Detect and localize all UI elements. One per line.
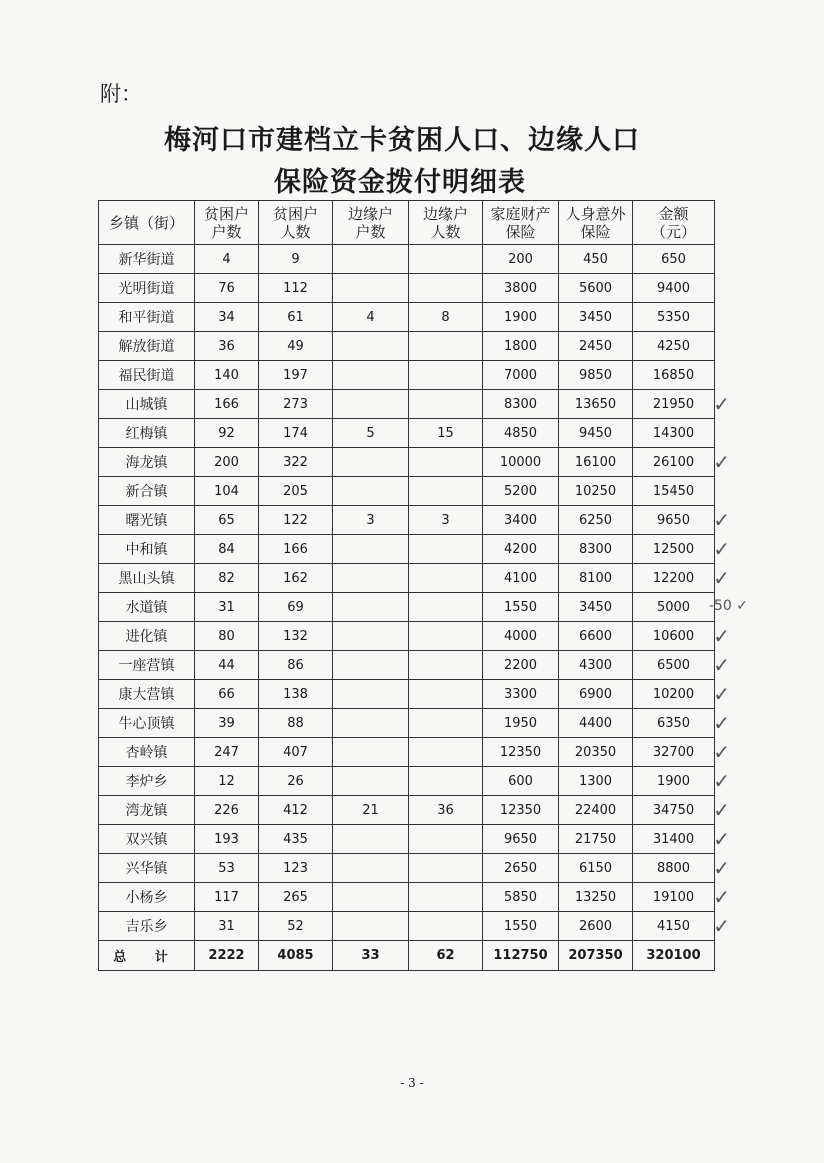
cell-amount bbox=[633, 622, 730, 651]
cell-property-insurance: 3300 bbox=[483, 680, 559, 709]
table-row bbox=[99, 680, 715, 709]
cell-poor-households: 80 bbox=[195, 622, 259, 651]
table-row bbox=[99, 738, 715, 767]
cell-marginal-households bbox=[333, 564, 409, 593]
table-row bbox=[99, 419, 715, 448]
cell-accident-insurance: 6250 bbox=[559, 506, 633, 535]
cell-poor-people: 52 bbox=[259, 912, 333, 941]
cell-accident-insurance: 3450 bbox=[559, 303, 633, 332]
cell-accident-insurance: 16100 bbox=[559, 448, 633, 477]
header-amount: 金额 （元） bbox=[633, 201, 715, 245]
handwritten-check-mark: ✓ bbox=[713, 798, 730, 822]
cell-marginal-households bbox=[333, 390, 409, 419]
cell-poor-households: 117 bbox=[195, 883, 259, 912]
amount-value: 34750 bbox=[652, 802, 695, 818]
cell-amount bbox=[633, 767, 730, 796]
handwritten-check-mark: ✓ bbox=[713, 653, 730, 677]
cell-accident-insurance: 4300 bbox=[559, 651, 633, 680]
cell-marginal-people bbox=[409, 448, 483, 477]
total-marginal-households: 33 bbox=[333, 941, 409, 971]
cell-marginal-people bbox=[409, 651, 483, 680]
table-row bbox=[99, 651, 715, 680]
table-row bbox=[99, 709, 715, 738]
cell-town: 吉乐乡 bbox=[99, 912, 195, 941]
cell-marginal-households bbox=[333, 767, 409, 796]
cell-property-insurance: 12350 bbox=[483, 738, 559, 767]
cell-amount bbox=[633, 245, 715, 274]
amount-value: 32700 bbox=[652, 744, 695, 760]
cell-poor-households: 84 bbox=[195, 535, 259, 564]
cell-marginal-households bbox=[333, 535, 409, 564]
cell-poor-households: 12 bbox=[195, 767, 259, 796]
cell-marginal-people: 8 bbox=[409, 303, 483, 332]
cell-marginal-people bbox=[409, 883, 483, 912]
cell-marginal-people: 36 bbox=[409, 796, 483, 825]
total-property-insurance: 112750 bbox=[483, 941, 559, 971]
cell-marginal-people bbox=[409, 709, 483, 738]
header-marginal-people: 边缘户 人数 bbox=[409, 201, 483, 245]
handwritten-check-mark: ✓ bbox=[713, 827, 730, 851]
cell-poor-households: 76 bbox=[195, 274, 259, 303]
cell-property-insurance: 1550 bbox=[483, 912, 559, 941]
cell-marginal-households: 5 bbox=[333, 419, 409, 448]
cell-town: 双兴镇 bbox=[99, 825, 195, 854]
cell-poor-people: 26 bbox=[259, 767, 333, 796]
cell-accident-insurance: 13650 bbox=[559, 390, 633, 419]
cell-marginal-people: 3 bbox=[409, 506, 483, 535]
handwritten-check-mark: ✓ bbox=[713, 537, 730, 561]
cell-marginal-households bbox=[333, 680, 409, 709]
amount-value: 4250 bbox=[656, 338, 691, 354]
cell-poor-people: 265 bbox=[259, 883, 333, 912]
cell-property-insurance: 1950 bbox=[483, 709, 559, 738]
handwritten-check-mark: ✓ bbox=[713, 914, 730, 938]
cell-amount bbox=[633, 448, 730, 477]
handwritten-check-mark: ✓ bbox=[713, 566, 730, 590]
table-header-row bbox=[99, 201, 715, 245]
header-marginal-households: 边缘户 户数 bbox=[333, 201, 409, 245]
cell-poor-people: 174 bbox=[259, 419, 333, 448]
table-row bbox=[99, 332, 715, 361]
table-row bbox=[99, 825, 715, 854]
attachment-label: 附： bbox=[100, 82, 142, 106]
cell-poor-households: 247 bbox=[195, 738, 259, 767]
table-row bbox=[99, 622, 715, 651]
cell-property-insurance: 4100 bbox=[483, 564, 559, 593]
amount-value: 12200 bbox=[652, 570, 695, 586]
cell-marginal-people bbox=[409, 477, 483, 506]
cell-poor-people: 132 bbox=[259, 622, 333, 651]
amount-value: 1900 bbox=[656, 773, 691, 789]
cell-town: 新合镇 bbox=[99, 477, 195, 506]
cell-marginal-people bbox=[409, 680, 483, 709]
cell-town: 红梅镇 bbox=[99, 419, 195, 448]
handwritten-check-mark: -50 ✓ bbox=[708, 598, 748, 614]
cell-amount bbox=[633, 361, 715, 390]
total-accident-insurance: 207350 bbox=[559, 941, 633, 971]
cell-poor-people: 9 bbox=[259, 245, 333, 274]
cell-amount bbox=[633, 506, 730, 535]
cell-marginal-households: 21 bbox=[333, 796, 409, 825]
cell-town: 一座营镇 bbox=[99, 651, 195, 680]
cell-amount bbox=[633, 564, 730, 593]
header-poor-people: 贫困户 人数 bbox=[259, 201, 333, 245]
document-title-line1: 梅河口市建档立卡贫困人口、边缘人口 bbox=[164, 125, 640, 156]
header-accident-insurance: 人身意外 保险 bbox=[559, 201, 633, 245]
cell-poor-households: 4 bbox=[195, 245, 259, 274]
table-row bbox=[99, 535, 715, 564]
cell-property-insurance: 2200 bbox=[483, 651, 559, 680]
cell-poor-people: 166 bbox=[259, 535, 333, 564]
amount-value: 15450 bbox=[652, 483, 695, 499]
cell-poor-households: 66 bbox=[195, 680, 259, 709]
total-amount: 320100 bbox=[633, 941, 715, 971]
cell-accident-insurance: 6900 bbox=[559, 680, 633, 709]
amount-value: 19100 bbox=[652, 889, 695, 905]
cell-town: 山城镇 bbox=[99, 390, 195, 419]
cell-marginal-people bbox=[409, 622, 483, 651]
cell-poor-households: 39 bbox=[195, 709, 259, 738]
table-row bbox=[99, 767, 715, 796]
handwritten-check-mark: ✓ bbox=[713, 682, 730, 706]
cell-marginal-households bbox=[333, 883, 409, 912]
cell-poor-people: 435 bbox=[259, 825, 333, 854]
cell-property-insurance: 9650 bbox=[483, 825, 559, 854]
table-row bbox=[99, 796, 715, 825]
amount-value: 5350 bbox=[656, 309, 691, 325]
header-poor-households: 贫困户 户数 bbox=[195, 201, 259, 245]
amount-value: 31400 bbox=[652, 831, 695, 847]
cell-accident-insurance: 1300 bbox=[559, 767, 633, 796]
amount-value: 21950 bbox=[652, 396, 695, 412]
table-row bbox=[99, 883, 715, 912]
handwritten-check-mark: ✓ bbox=[713, 769, 730, 793]
cell-marginal-people bbox=[409, 825, 483, 854]
table-row bbox=[99, 506, 715, 535]
cell-amount bbox=[633, 854, 730, 883]
amount-value: 9650 bbox=[656, 512, 691, 528]
allocation-table bbox=[98, 200, 748, 971]
cell-poor-households: 36 bbox=[195, 332, 259, 361]
cell-accident-insurance: 2450 bbox=[559, 332, 633, 361]
table-row bbox=[99, 274, 715, 303]
cell-town: 解放街道 bbox=[99, 332, 195, 361]
handwritten-check-mark: ✓ bbox=[713, 624, 730, 648]
cell-property-insurance: 5200 bbox=[483, 477, 559, 506]
cell-marginal-people bbox=[409, 361, 483, 390]
cell-amount bbox=[633, 825, 730, 854]
cell-accident-insurance: 9450 bbox=[559, 419, 633, 448]
cell-poor-people: 86 bbox=[259, 651, 333, 680]
page-number: - 3 - bbox=[400, 1076, 424, 1090]
cell-town: 兴华镇 bbox=[99, 854, 195, 883]
table-row bbox=[99, 912, 715, 941]
amount-value: 14300 bbox=[652, 425, 695, 441]
cell-accident-insurance: 3450 bbox=[559, 593, 633, 622]
cell-amount bbox=[633, 332, 715, 361]
cell-town: 水道镇 bbox=[99, 593, 195, 622]
cell-accident-insurance: 10250 bbox=[559, 477, 633, 506]
table-row bbox=[99, 564, 715, 593]
cell-poor-people: 162 bbox=[259, 564, 333, 593]
cell-marginal-households bbox=[333, 738, 409, 767]
amount-value: 8800 bbox=[656, 860, 691, 876]
handwritten-check-mark: ✓ bbox=[713, 856, 730, 880]
cell-poor-people: 122 bbox=[259, 506, 333, 535]
cell-town: 曙光镇 bbox=[99, 506, 195, 535]
table-row bbox=[99, 303, 715, 332]
cell-town: 杏岭镇 bbox=[99, 738, 195, 767]
cell-accident-insurance: 450 bbox=[559, 245, 633, 274]
cell-poor-households: 166 bbox=[195, 390, 259, 419]
cell-poor-households: 200 bbox=[195, 448, 259, 477]
cell-poor-households: 226 bbox=[195, 796, 259, 825]
cell-property-insurance: 10000 bbox=[483, 448, 559, 477]
handwritten-check-mark: ✓ bbox=[713, 711, 730, 735]
header-town: 乡镇（街） bbox=[99, 201, 195, 245]
cell-town: 光明街道 bbox=[99, 274, 195, 303]
cell-amount bbox=[633, 390, 730, 419]
cell-marginal-households bbox=[333, 912, 409, 941]
cell-amount bbox=[633, 912, 730, 941]
cell-property-insurance: 1800 bbox=[483, 332, 559, 361]
cell-town: 牛心顶镇 bbox=[99, 709, 195, 738]
amount-value: 16850 bbox=[652, 367, 695, 383]
cell-marginal-people bbox=[409, 912, 483, 941]
handwritten-check-mark: ✓ bbox=[713, 508, 730, 532]
cell-accident-insurance: 9850 bbox=[559, 361, 633, 390]
cell-property-insurance: 4000 bbox=[483, 622, 559, 651]
cell-marginal-households bbox=[333, 245, 409, 274]
cell-amount bbox=[633, 883, 730, 912]
cell-marginal-households bbox=[333, 709, 409, 738]
document-title-line2: 保险资金拨付明细表 bbox=[274, 167, 526, 198]
amount-value: 5000 bbox=[656, 599, 691, 615]
cell-property-insurance: 4850 bbox=[483, 419, 559, 448]
cell-poor-households: 53 bbox=[195, 854, 259, 883]
amount-value: 9400 bbox=[656, 280, 691, 296]
cell-property-insurance: 8300 bbox=[483, 390, 559, 419]
cell-marginal-households bbox=[333, 825, 409, 854]
cell-marginal-people bbox=[409, 274, 483, 303]
cell-marginal-households bbox=[333, 854, 409, 883]
cell-town: 新华街道 bbox=[99, 245, 195, 274]
cell-property-insurance: 3800 bbox=[483, 274, 559, 303]
cell-accident-insurance: 6600 bbox=[559, 622, 633, 651]
amount-value: 6500 bbox=[656, 657, 691, 673]
cell-town: 李炉乡 bbox=[99, 767, 195, 796]
cell-property-insurance: 5850 bbox=[483, 883, 559, 912]
cell-poor-households: 193 bbox=[195, 825, 259, 854]
cell-amount bbox=[633, 680, 730, 709]
table-total-row bbox=[99, 941, 715, 971]
cell-poor-people: 69 bbox=[259, 593, 333, 622]
cell-marginal-households bbox=[333, 274, 409, 303]
cell-poor-people: 88 bbox=[259, 709, 333, 738]
cell-poor-people: 412 bbox=[259, 796, 333, 825]
table-row bbox=[99, 448, 715, 477]
cell-town: 和平街道 bbox=[99, 303, 195, 332]
cell-accident-insurance: 22400 bbox=[559, 796, 633, 825]
cell-marginal-people bbox=[409, 593, 483, 622]
cell-accident-insurance: 20350 bbox=[559, 738, 633, 767]
total-poor-people: 4085 bbox=[259, 941, 333, 971]
cell-amount bbox=[633, 419, 715, 448]
cell-accident-insurance: 4400 bbox=[559, 709, 633, 738]
amount-value: 6350 bbox=[656, 715, 691, 731]
cell-marginal-people bbox=[409, 390, 483, 419]
cell-poor-households: 44 bbox=[195, 651, 259, 680]
cell-property-insurance: 2650 bbox=[483, 854, 559, 883]
cell-town: 黑山头镇 bbox=[99, 564, 195, 593]
cell-marginal-households bbox=[333, 651, 409, 680]
cell-property-insurance: 7000 bbox=[483, 361, 559, 390]
cell-poor-people: 322 bbox=[259, 448, 333, 477]
total-marginal-people: 62 bbox=[409, 941, 483, 971]
cell-poor-households: 34 bbox=[195, 303, 259, 332]
cell-poor-people: 61 bbox=[259, 303, 333, 332]
cell-accident-insurance: 6150 bbox=[559, 854, 633, 883]
cell-town: 福民街道 bbox=[99, 361, 195, 390]
cell-accident-insurance: 2600 bbox=[559, 912, 633, 941]
cell-poor-people: 123 bbox=[259, 854, 333, 883]
cell-poor-people: 49 bbox=[259, 332, 333, 361]
cell-property-insurance: 1900 bbox=[483, 303, 559, 332]
cell-amount bbox=[633, 651, 730, 680]
cell-town: 小杨乡 bbox=[99, 883, 195, 912]
cell-marginal-people bbox=[409, 854, 483, 883]
cell-marginal-people bbox=[409, 332, 483, 361]
cell-poor-people: 407 bbox=[259, 738, 333, 767]
cell-marginal-households: 4 bbox=[333, 303, 409, 332]
cell-town: 进化镇 bbox=[99, 622, 195, 651]
cell-marginal-people bbox=[409, 738, 483, 767]
cell-poor-people: 112 bbox=[259, 274, 333, 303]
cell-accident-insurance: 13250 bbox=[559, 883, 633, 912]
cell-town: 湾龙镇 bbox=[99, 796, 195, 825]
handwritten-check-mark: ✓ bbox=[713, 450, 730, 474]
table-row bbox=[99, 593, 715, 622]
cell-accident-insurance: 8100 bbox=[559, 564, 633, 593]
cell-amount bbox=[633, 477, 715, 506]
cell-property-insurance: 1550 bbox=[483, 593, 559, 622]
cell-property-insurance: 4200 bbox=[483, 535, 559, 564]
cell-accident-insurance: 21750 bbox=[559, 825, 633, 854]
cell-town: 中和镇 bbox=[99, 535, 195, 564]
handwritten-check-mark: ✓ bbox=[713, 392, 730, 416]
cell-poor-households: 65 bbox=[195, 506, 259, 535]
cell-poor-households: 31 bbox=[195, 593, 259, 622]
cell-amount bbox=[633, 738, 730, 767]
amount-value: 26100 bbox=[652, 454, 695, 470]
cell-poor-households: 82 bbox=[195, 564, 259, 593]
cell-amount bbox=[633, 796, 730, 825]
total-label: 总 计 bbox=[99, 941, 195, 971]
cell-poor-households: 92 bbox=[195, 419, 259, 448]
cell-amount bbox=[633, 535, 730, 564]
cell-property-insurance: 600 bbox=[483, 767, 559, 796]
cell-amount bbox=[633, 593, 748, 622]
cell-marginal-people bbox=[409, 767, 483, 796]
amount-value: 12500 bbox=[652, 541, 695, 557]
cell-marginal-households bbox=[333, 361, 409, 390]
cell-marginal-households bbox=[333, 593, 409, 622]
handwritten-check-mark: ✓ bbox=[713, 740, 730, 764]
cell-property-insurance: 3400 bbox=[483, 506, 559, 535]
cell-poor-people: 205 bbox=[259, 477, 333, 506]
handwritten-check-mark: ✓ bbox=[713, 885, 730, 909]
cell-marginal-people bbox=[409, 245, 483, 274]
cell-amount bbox=[633, 709, 730, 738]
cell-marginal-households bbox=[333, 332, 409, 361]
cell-amount bbox=[633, 274, 715, 303]
cell-poor-households: 31 bbox=[195, 912, 259, 941]
cell-marginal-people: 15 bbox=[409, 419, 483, 448]
amount-value: 4150 bbox=[656, 918, 691, 934]
table-row bbox=[99, 854, 715, 883]
cell-poor-households: 104 bbox=[195, 477, 259, 506]
cell-poor-people: 197 bbox=[259, 361, 333, 390]
header-property-insurance: 家庭财产 保险 bbox=[483, 201, 559, 245]
cell-poor-households: 140 bbox=[195, 361, 259, 390]
cell-marginal-people bbox=[409, 564, 483, 593]
cell-marginal-households bbox=[333, 448, 409, 477]
amount-value: 10600 bbox=[652, 628, 695, 644]
cell-town: 康大营镇 bbox=[99, 680, 195, 709]
cell-accident-insurance: 8300 bbox=[559, 535, 633, 564]
cell-marginal-households bbox=[333, 622, 409, 651]
cell-poor-people: 273 bbox=[259, 390, 333, 419]
cell-property-insurance: 12350 bbox=[483, 796, 559, 825]
cell-property-insurance: 200 bbox=[483, 245, 559, 274]
cell-poor-people: 138 bbox=[259, 680, 333, 709]
cell-town: 海龙镇 bbox=[99, 448, 195, 477]
table-row bbox=[99, 390, 715, 419]
cell-marginal-households: 3 bbox=[333, 506, 409, 535]
cell-amount bbox=[633, 303, 715, 332]
cell-accident-insurance: 5600 bbox=[559, 274, 633, 303]
amount-value: 10200 bbox=[652, 686, 695, 702]
table-row bbox=[99, 361, 715, 390]
table-row bbox=[99, 477, 715, 506]
total-poor-households: 2222 bbox=[195, 941, 259, 971]
table-row bbox=[99, 245, 715, 274]
cell-marginal-people bbox=[409, 535, 483, 564]
cell-marginal-households bbox=[333, 477, 409, 506]
amount-value: 650 bbox=[661, 251, 686, 267]
